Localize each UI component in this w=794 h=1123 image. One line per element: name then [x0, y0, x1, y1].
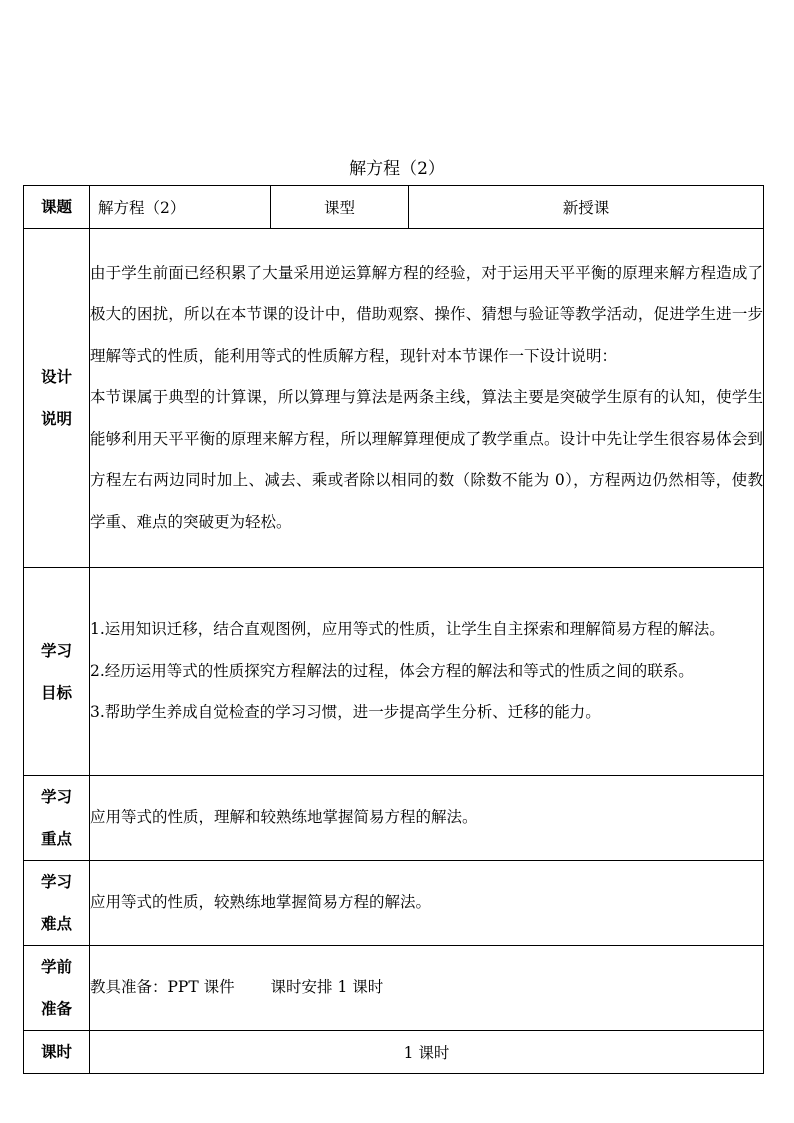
- key-points-label-line2: 重点: [40, 829, 72, 848]
- design-label-line2: 说明: [40, 409, 72, 428]
- design-content: [90, 229, 764, 568]
- period-value: 1 课时: [90, 1031, 764, 1074]
- difficulties-content: 应用等式的性质，较熟练地掌握简易方程的解法。: [90, 861, 764, 946]
- objectives-label-line2: 目标: [40, 682, 72, 702]
- design-row: [24, 229, 764, 568]
- period-label: 课时: [24, 1031, 90, 1074]
- difficulties-row: [24, 861, 764, 946]
- design-label: [24, 229, 90, 568]
- design-paragraph-2: 本节课属于典型的计算课，所以算理与算法是两条主线，算法主要是突破学生原有的认知，使学生能够利用天平平衡的原理来解方程，所以理解算理便成了教学重点。设计中先让学生很容易体会到方程左右两边同时加上、减去、乘或者除以相同的数（除数不能为 0），方程两边仍然相等，使教学重、难点的突破更为轻松。: [90, 388, 763, 531]
- objectives-label: [24, 568, 90, 776]
- document-title: 解方程（2）: [349, 159, 445, 179]
- preparation-content: 教具准备：PPT 课件 课时安排 1 课时: [90, 946, 764, 1031]
- objectives-content: [90, 568, 764, 776]
- key-points-label: [24, 776, 90, 861]
- objective-item-3: 3.帮助学生养成自觉检查的学习习惯，进一步提高学生分析、迁移的能力。: [90, 703, 601, 722]
- objectives-row: [24, 568, 764, 776]
- design-label-line1: 设计: [40, 367, 72, 386]
- objective-item-1: 1.运用知识迁移，结合直观图例，应用等式的性质，让学生自主探索和理解简易方程的解法。: [90, 620, 725, 639]
- difficulties-label-line1: 学习: [40, 872, 72, 891]
- preparation-label-line2: 准备: [40, 999, 72, 1018]
- type-label: 课型: [271, 186, 409, 229]
- objectives-label-line1: 学习: [40, 640, 72, 660]
- topic-row: [24, 186, 764, 229]
- difficulties-label-line2: 难点: [40, 914, 72, 933]
- preparation-label: [24, 946, 90, 1031]
- objective-item-2: 2.经历运用等式的性质探究方程解法的过程，体会方程的解法和等式的性质之间的联系。: [90, 661, 694, 680]
- period-row: [24, 1031, 764, 1074]
- key-points-row: [24, 776, 764, 861]
- topic-value: 解方程（2）: [90, 186, 271, 229]
- design-paragraph-1: 由于学生前面已经积累了大量采用逆运算解方程的经验，对于运用天平平衡的原理来解方程造成了极大的困扰，所以在本节课的设计中，借助观察、操作、猜想与验证等教学活动，促进学生进一步理解等式的性质，能利用等式的性质解方程，现针对本节课作一下设计说明：: [90, 263, 763, 365]
- preparation-label-line1: 学前: [40, 957, 72, 976]
- preparation-row: [24, 946, 764, 1031]
- type-value: 新授课: [409, 186, 764, 229]
- key-points-content: 应用等式的性质，理解和较熟练地掌握简易方程的解法。: [90, 776, 764, 861]
- topic-label: 课题: [24, 186, 90, 229]
- key-points-label-line1: 学习: [40, 787, 72, 806]
- lesson-plan-table: [23, 185, 764, 1074]
- difficulties-label: [24, 861, 90, 946]
